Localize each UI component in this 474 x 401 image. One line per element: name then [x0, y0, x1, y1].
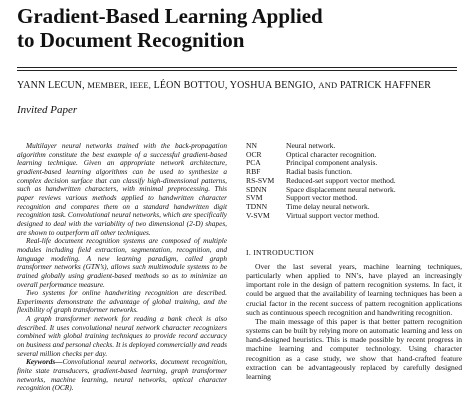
intro-paragraph-2: The main message of this paper is that better pattern recognition systems can be built by relying more on automatic learning and less on hand-designed heuristics. This is made possible by recent progress in machine learning and computer technology. Using character recognition as a case study, we show that hand-crafted feature extraction can be advantageously replaced by carefully designed learning — [246, 316, 462, 381]
keywords-label: Keywords— — [26, 357, 63, 367]
abbreviation-definition: Reduced-set support vector method. — [286, 175, 396, 185]
paper-title — [17, 4, 457, 52]
author-list — [17, 80, 467, 91]
intro-paragraph-1: Over the last several years, machine learning techniques, particularly when applied to NN’s, have played an increasingly important role in the design of pattern recognition systems. In fact, it could be argued that the availability of learning techniques has been a crucial factor in the recent success of pattern recognition applications such as continuous speech recognition and handwriting recognition. — [246, 262, 462, 317]
abbreviation-term: V-SVM — [246, 210, 270, 220]
title-line-1: Gradient-Based Learning Applied — [17, 4, 323, 28]
abbreviation-term: NN — [246, 141, 257, 150]
abbreviation-term: RBF — [246, 167, 261, 177]
author-conjunction: AND — [318, 80, 338, 90]
abbreviation-definition: Support vector method. — [286, 193, 358, 203]
abstract-paragraph-4: A graph transformer network for reading a bank check is also described. It uses convolutional neural network character recognizers combined with global training techniques to provide record accuracy on business and personal checks. It is deployed commercially and reads several million checks per day. — [17, 314, 228, 358]
abbreviation-list — [246, 142, 466, 220]
abbreviation-definition: Optical character recognition. — [286, 149, 377, 159]
keywords — [17, 358, 227, 393]
abbreviation-term: OCR — [246, 149, 262, 159]
abbreviation-definition: Time delay neural network. — [286, 201, 370, 211]
author-3: PATRICK HAFFNER — [339, 80, 432, 91]
title-rule-bottom — [17, 70, 457, 71]
introduction-text — [246, 262, 462, 381]
abstract-paragraph-1: Multilayer neural networks trained with the back-propagation algorithm constitute the best example of a successful gradient-based learning technique. Given an appropriate network architecture, gradient-based learning algorithms can be used to synthesize a complex decision surface that can classify high-dimensional patterns, such as handwritten characters, with minimal preprocessing. This paper reviews various methods applied to handwritten character recognition and compares them on a standard handwritten digit recognition task. Convolutional neural networks, which are specifically designed to deal with the variability of two dimensional (2-D) shapes, are shown to outperform all other techniques. — [17, 141, 227, 237]
author-1: YANN LECUN, — [17, 80, 85, 91]
abbreviation-term: SVM — [246, 193, 263, 203]
abbreviation-term: TDNN — [246, 201, 268, 211]
section-heading: I. INTRODUCTION — [246, 248, 315, 257]
title-rule-top — [17, 67, 457, 68]
author-2: LÉON BOTTOU, YOSHUA BENGIO, — [153, 80, 316, 91]
membership-note: MEMBER, IEEE, — [87, 80, 151, 90]
abbreviation-definition: Principal component analysis. — [286, 158, 378, 168]
abbreviation-definition: Radial basis function. — [286, 167, 353, 177]
invited-paper-label: Invited Paper — [17, 104, 78, 116]
abbreviation-definition: Space displacement neural network. — [286, 184, 396, 194]
abbreviation-term: SDNN — [246, 184, 267, 194]
keywords-text: Convolutional neural networks, document recognition, finite state transducers, gradient-based learning, graph transformer networks, machine learning, neural networks, optical character recognition (OCR). — [17, 357, 227, 393]
abstract — [17, 142, 227, 393]
abbreviation-definition: Neural network. — [286, 141, 336, 150]
abstract-paragraph-3: Two systems for online handwriting recognition are described. Experiments demonstrate the advantage of global training, and the flexibility of graph transformer networks. — [17, 288, 227, 315]
abbreviation-row — [246, 212, 466, 221]
abbreviation-definition: Virtual support vector method. — [286, 210, 380, 220]
abbreviation-term: PCA — [246, 158, 261, 168]
abstract-paragraph-2: Real-life document recognition systems are composed of multiple modules including field extraction, segmentation, recognition, and language modeling. A new learning paradigm, called graph transformer networks (GTN’s), allows such multimodule systems to be trained globally using gradient-based methods so as to minimize an overall performance measure. — [17, 236, 227, 289]
abbreviation-term: RS-SVM — [246, 175, 275, 185]
abbreviation-row — [246, 159, 466, 168]
title-line-2: to Document Recognition — [17, 28, 245, 52]
